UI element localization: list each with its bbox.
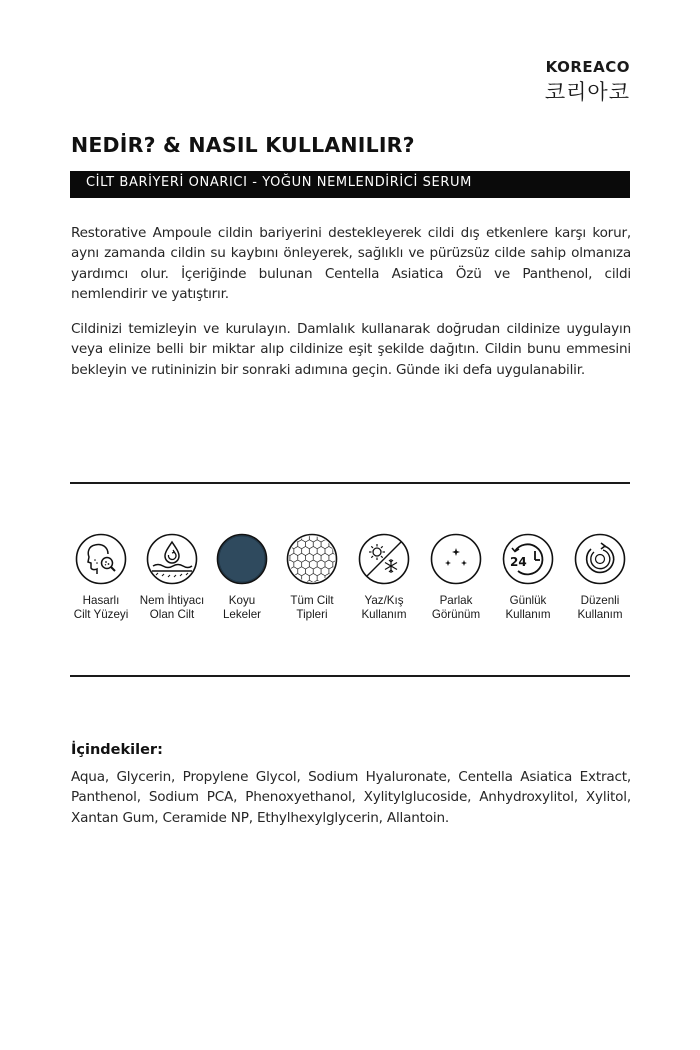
feature-label: Günlük Kullanım bbox=[505, 594, 551, 621]
brand-name-latin: KOREACO bbox=[545, 58, 630, 76]
24h-clock-icon bbox=[502, 533, 554, 585]
circular-arrow-icon bbox=[574, 533, 626, 585]
feature-label: Koyu Lekeler bbox=[222, 594, 262, 621]
moisture-drop-icon bbox=[146, 533, 198, 585]
features-row bbox=[70, 533, 630, 633]
feature-label: Düzenli Kullanım bbox=[577, 594, 623, 621]
page-title: NEDİR? & NASIL KULLANILIR? bbox=[71, 133, 415, 157]
ingredients-list: Aqua, Glycerin, Propylene Glycol, Sodium Hyaluronate, Centella Asiatica Extract, Panthenol, Sodium PCA, Phenoxyethanol, Xylitylglucoside, Anhydroxylitol, Xylitol, Xantan Gum, Ceramide NP, Ethylhexylglycerin, Allantoin. bbox=[71, 769, 631, 826]
feature-label: Nem İhtiyacı Olan Cilt bbox=[139, 594, 205, 621]
brand-name-korean: 코리아코 bbox=[544, 80, 630, 104]
feature-moisture bbox=[135, 533, 209, 622]
feature-damaged-skin bbox=[64, 533, 138, 622]
divider-top bbox=[70, 482, 630, 484]
subtitle-text: CİLT BARİYERİ ONARICI - YOĞUN NEMLENDİRİCİ SERUM bbox=[86, 175, 472, 190]
sparkle-icon bbox=[430, 533, 482, 585]
feature-regular-use bbox=[563, 533, 637, 622]
sun-snowflake-icon bbox=[358, 533, 410, 585]
dark-spot-icon bbox=[216, 533, 268, 585]
honeycomb-icon bbox=[286, 533, 338, 585]
usage-paragraph: Cildinizi temizleyin ve kurulayın. Damlalık kullanarak doğrudan cildinize uygulayın veya elinize belli bir miktar alıp cildinize eşit şekilde dağıtın. Cildin bunu emmesini bekleyin ve rutininizin bir sonraki adımına geçin. Günde iki defa uygulanabilir. bbox=[71, 321, 631, 378]
divider-bottom bbox=[70, 675, 630, 677]
feature-radiant-look bbox=[419, 533, 493, 622]
feature-label: Yaz/Kış Kullanım bbox=[361, 594, 407, 621]
svg-text:24: 24 bbox=[510, 555, 527, 569]
feature-summer-winter bbox=[347, 533, 421, 622]
feature-label: Tüm Cilt Tipleri bbox=[290, 594, 334, 621]
feature-label: Hasarlı Cilt Yüzeyi bbox=[73, 594, 129, 621]
brand-logo bbox=[545, 58, 630, 106]
description-paragraph-1: Restorative Ampoule cildin bariyerini destekleyerek cildi dış etkenlere karşı korur, aynı zamanda cildin su kaybını önleyerek, sağlıklı ve pürüzsüz cilde sahip olmanıza yardımcı olur. İçeriğinde bulunan Centella Asiatica Özü ve Panthenol, cildi nemlendirir ve yatıştırır. bbox=[71, 225, 631, 302]
ingredients-title: İçindekiler: bbox=[71, 742, 163, 758]
feature-dark-spots bbox=[205, 533, 279, 622]
feature-all-skin-types bbox=[275, 533, 349, 622]
feature-daily-use bbox=[491, 533, 565, 622]
feature-label: Parlak Görünüm bbox=[431, 594, 481, 621]
damaged-skin-face-icon bbox=[75, 533, 127, 585]
